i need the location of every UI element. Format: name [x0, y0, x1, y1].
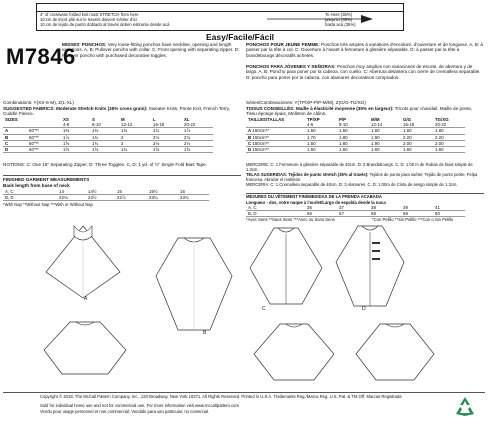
yardage-cell: 1.80: [339, 140, 348, 146]
table-row: [246, 211, 465, 217]
row-letter: D: [248, 147, 252, 153]
size-number: 4-6: [307, 122, 314, 128]
size-header: SIZES: [5, 117, 18, 122]
description-es-title: PONCHOS PARA JÓVENES Y SEÑORAS:: [246, 64, 336, 69]
size-header: L: [153, 117, 156, 122]
nap-note-es: *Con Pelillo **Sin Pelillo ***Con o Sin Pelillo: [372, 217, 454, 222]
view-label-c: C: [262, 306, 266, 312]
size-number: 8-10: [92, 122, 101, 128]
row-letter: B: [248, 134, 252, 140]
view-label-d: D: [362, 306, 366, 312]
nap-note-en: *With Nap **Without Nap ***With or Without Nap: [3, 202, 93, 207]
measure-cell: 41: [435, 205, 440, 210]
row-letter: A: [248, 128, 252, 134]
measure-cell: 37: [339, 205, 344, 210]
toggle-icon: [372, 250, 380, 252]
yardage-cell: 1.80: [339, 134, 348, 140]
measure-cell: 22⅛: [59, 195, 68, 201]
size-header: M: [121, 117, 125, 122]
yardage-cell: 1.60: [435, 147, 444, 153]
yardage-cell: 1.60: [371, 147, 380, 153]
poncho-d-back-drawing: [352, 322, 438, 384]
poncho-a-front-drawing: [40, 222, 126, 302]
yardage-cell: 1¾: [153, 128, 160, 134]
fabric-width: 60"**: [29, 147, 39, 153]
fabrics-fr: [246, 106, 484, 117]
yardage-cell: 1⅝: [92, 147, 99, 153]
row-letter: C: [248, 140, 252, 146]
stretch-line-1: 4" of crosswise folded knit must STRETCH from here: [40, 11, 139, 17]
yardage-cell: 2.00: [403, 140, 412, 146]
copyright: [40, 394, 440, 399]
yardage-table-fr: [246, 117, 465, 153]
poncho-c-back-drawing: [250, 322, 338, 384]
yardage-cell: 2⅛: [153, 140, 160, 146]
yardage-cell: 1⅝: [63, 140, 70, 146]
row-label: B: [5, 134, 9, 140]
yardage-cell: 1.80: [435, 128, 444, 134]
table-row: [246, 147, 465, 153]
size-number: 4-6: [63, 122, 70, 128]
yardage-cell: 1⅜: [92, 128, 99, 134]
yardage-cell: 2.20: [435, 134, 444, 140]
measure-cell: 60: [435, 211, 440, 217]
finished-title-fr: MESURES DU VÊTEMENT FINI/MEDIDAS DE LA PRENDA ACABADA: [246, 194, 382, 199]
measure-cell: 56: [307, 211, 312, 217]
page-title: Easy/Facile/Fácil: [206, 32, 275, 42]
yardage-cell: 2.00: [435, 140, 444, 146]
measure-cell: 57: [339, 211, 344, 217]
size-number: 16-18: [403, 122, 415, 128]
finished-sub-en: Back length from base of neck: [3, 183, 70, 188]
measure-cell: 22½: [88, 195, 97, 201]
size-header: TG/XG: [435, 117, 449, 122]
yardage-cell: 1⅜: [63, 128, 70, 134]
measure-cell: 38: [371, 205, 376, 210]
toggle-icon: [372, 242, 380, 244]
fabric-width: 60"**: [29, 140, 39, 146]
yardage-cell: 1.60: [339, 147, 348, 153]
finished-table-fr: [246, 205, 465, 217]
size-header: TAILLES/TALLAS: [248, 117, 285, 122]
row-label: C: [5, 140, 9, 146]
fabric-width: 150cm**: [252, 147, 270, 153]
yardage-cell: 1⅜: [121, 128, 128, 134]
yardage-cell: 1⅞: [184, 128, 191, 134]
measure-cell: 23¼: [149, 195, 158, 201]
measure-cell: 39: [403, 205, 408, 210]
yardage-cell: 1.60: [307, 140, 316, 146]
poncho-a-back-drawing: [40, 320, 130, 378]
yardage-cell: 1.90: [371, 134, 380, 140]
size-number: 20-22: [184, 122, 196, 128]
size-header: TP/XP: [307, 117, 320, 122]
row-label: [246, 147, 305, 153]
stretch-arrow: [267, 9, 375, 29]
yardage-cell: 1.50: [339, 128, 348, 134]
measure-cell: 16: [180, 189, 185, 194]
yardage-cell: 2⅛: [184, 140, 191, 146]
divider: [3, 392, 485, 393]
yardage-cell: 2⅛: [184, 134, 191, 140]
row-label: A, C: [5, 189, 14, 194]
printed-text: Printed in U.S.A. Trademarks Reg./Marca Reg. U.S. Pat. & TM Off. Marcas Registrada: [241, 394, 402, 399]
size-number: 12-14: [371, 122, 383, 128]
telas-es-text: Tejidos de punto para suéter, Tejido de punto ponte, Felpa francesa, Abrazar el molletón.: [246, 172, 478, 182]
description-fr: [246, 42, 484, 58]
yardage-cell: 1¾: [92, 140, 99, 146]
yardage-cell: 2: [121, 134, 124, 140]
telas-es-title: TELAS SUGERIDAS: Tejidos de punto stretch (35% al través):: [246, 172, 369, 177]
measure-cell: 58: [371, 211, 376, 217]
description-en-title: MISSES' PONCHOS:: [62, 42, 107, 47]
pattern-code: M7846: [6, 44, 76, 69]
yardage-cell: 2: [121, 140, 124, 146]
nap-note-fr: *Avec Sens **Sans Sens ***Avec ou Sans Sens: [246, 217, 335, 222]
fabrics-fr-text: Tricots pour chandail, Maille de ponte, Tissu éponge épais, Molleton de câlins.: [246, 106, 473, 117]
yardage-cell: 2⅛: [153, 134, 160, 140]
yardage-cell: 1.50: [307, 147, 316, 153]
sold-note-fr-es: Vendu pour usage personnel et non commercial. Vendido para uso particular, no comercial.: [40, 409, 210, 414]
arrow-right-icon: [267, 9, 375, 29]
size-header: XS: [63, 117, 69, 122]
divider: [3, 175, 241, 176]
recycle-icon: [452, 394, 478, 420]
measure-cell: 36: [307, 205, 312, 210]
yardage-cell: 1.60: [403, 128, 412, 134]
size-number: 16-18: [153, 122, 165, 128]
finished-table-en: [3, 189, 209, 201]
description-es: [246, 64, 484, 80]
size-number: 8-10: [339, 122, 348, 128]
row-label: D: [5, 147, 9, 153]
poncho-c-drawing: [244, 224, 328, 312]
row-label: A: [5, 128, 9, 134]
sold-note: Sold for individual home use and not for commercial use. For more information visit www.mccallpattern.com: [40, 403, 239, 408]
size-header: M/M: [371, 117, 380, 122]
notions-es: MERCERÍA: C: 1 Cremallera separable de 40cm. D: 3 Alamares. C, D: 1.00m de Cinta de sesgo simple de 1.3cm.: [246, 182, 458, 187]
toggle-icon: [372, 258, 380, 260]
copyright-text: Copyright © 2018, The McCall Pattern Company, Inc., 120 Broadway, New York 10271. All Rights Reserved.: [40, 394, 241, 399]
description-en-text: Very loose-fitting ponchos have neckline, opening and length variations. A, B: Pullover poncho with collar. C: Front opening with separating zipper. D: Pullover poncho with purchased decorative toggles.: [62, 42, 240, 58]
view-label-b: B: [203, 330, 207, 336]
fabric-width: 150cm**: [252, 134, 270, 140]
fabric-width: 60"**: [29, 134, 39, 140]
description-es-text: Ponchos muy amplios con variaciones de escote, de abertura y de largo. A, B: Poncho para poner por la cabeza, con cuello. C: Abertura delantera con cierre de cremallera separable. D: poncho para poner por la cabeza, con alamares decorativos comprados.: [246, 64, 481, 80]
measure-cell: 22⅞: [117, 195, 126, 201]
size-number: 12-14: [121, 122, 133, 128]
telas-es: [246, 172, 484, 182]
yardage-cell: 1⅝: [153, 147, 160, 153]
size-header: P/P: [339, 117, 347, 122]
finished-title-en: FINISHED GARMENT MEASUREMENTS: [3, 177, 90, 182]
stretch-to-1: To Here (35%): [325, 11, 352, 17]
description-en: [62, 42, 240, 58]
fabrics-en-title: SUGGESTED FABRICS: Moderate Stretch Knits (35% cross grain):: [3, 106, 148, 111]
poncho-b-drawing: [150, 236, 238, 336]
measure-cell: 15½: [149, 189, 158, 194]
yardage-cell: 1⅞: [63, 134, 70, 140]
table-row: [3, 195, 209, 201]
stretch-gauge: [36, 3, 404, 31]
finished-sub-fr: Longueur - dos, votre nuque à l'ourlet/Largo de espalda desde la nuca: [246, 199, 386, 205]
description-fr-title: PONCHOS POUR JEUNE FEMME:: [246, 42, 320, 47]
yardage-cell: 1¾: [92, 134, 99, 140]
size-header: G/G: [403, 117, 412, 122]
fabric-width: 150cm**: [252, 140, 270, 146]
stretch-to-3: hasta acá (35%): [325, 21, 356, 27]
combinations-en: Combinations: Y(XS-S-M), Z(L-XL): [3, 100, 74, 105]
fabric-width: 60"**: [29, 128, 39, 134]
description-fr-text: Ponchos très amples à variations d'encolure, d'ouverture et de longueur. A, B: à passer par la tête à col. C: Ouverture à l'avant à fermeture à glissière séparable. D: à passer par la tête à brandebourgs décoratifs achetés.: [246, 42, 483, 58]
stretch-line-3: 10 cm de tejido de punto doblado al través deben estirarse desde acá: [40, 21, 170, 27]
yardage-cell: 1.50: [307, 128, 316, 134]
row-label: A, C: [248, 205, 257, 210]
view-label-a: A: [84, 296, 88, 302]
yardage-cell: 1.90: [371, 140, 380, 146]
table-row: [3, 147, 213, 153]
fabrics-en: [3, 106, 241, 117]
fabric-width: 150cm**: [252, 128, 270, 134]
notions-fr: MERCERIE: C: 1 Fermeture à glissière séparable de 40cm. D: 3 Brandebourgs. C, D: 1.00 m de Ruban de biais simple de 1.3cm.: [246, 162, 473, 172]
size-header: XL: [184, 117, 190, 122]
stretch-to-2: jusqu'ici (35%): [325, 16, 353, 22]
yardage-cell: 1¾: [121, 147, 128, 153]
combinations-fr: Séries/Combinaciones: Y(TP/XP-P/P-M/M), Z(G/G-TG/XG): [246, 100, 366, 105]
yardage-cell: 1.70: [307, 134, 316, 140]
measure-cell: 23¾: [180, 195, 189, 201]
yardage-cell: 1⅝: [63, 147, 70, 153]
notions-en: NOTIONS: C: One 16" Separating Zipper. D: Three Toggles. C, D: 1 yd. of ½" Single Fold Bias Tape.: [3, 162, 207, 167]
stretch-line-2: 10 cm de tricot plié sur le travers doivent s'étirer d'ici: [40, 16, 138, 22]
measure-cell: 14: [59, 189, 64, 194]
yardage-cell: 1.60: [403, 147, 412, 153]
yardage-table-en: [3, 117, 213, 153]
size-number: 20-22: [435, 122, 447, 128]
poncho-d-drawing: [330, 222, 410, 314]
row-label: B, D: [5, 195, 14, 201]
measure-cell: 59: [403, 211, 408, 217]
yardage-cell: 1.60: [371, 128, 380, 134]
fabrics-fr-title: TISSUS CONSEILLÉS: Maille à élasticité moyenne (35% en largeur):: [246, 106, 394, 111]
yardage-cell: 2.20: [403, 134, 412, 140]
yardage-cell: 1⅝: [184, 147, 191, 153]
measure-cell: 15: [117, 189, 122, 194]
fabrics-en-text: Sweater Knits, Ponte Knit, French Terry, Cuddle Fleece.: [3, 106, 231, 117]
size-header: S: [92, 117, 95, 122]
measure-cell: 14½: [88, 189, 97, 194]
row-label: B, D: [248, 211, 257, 217]
